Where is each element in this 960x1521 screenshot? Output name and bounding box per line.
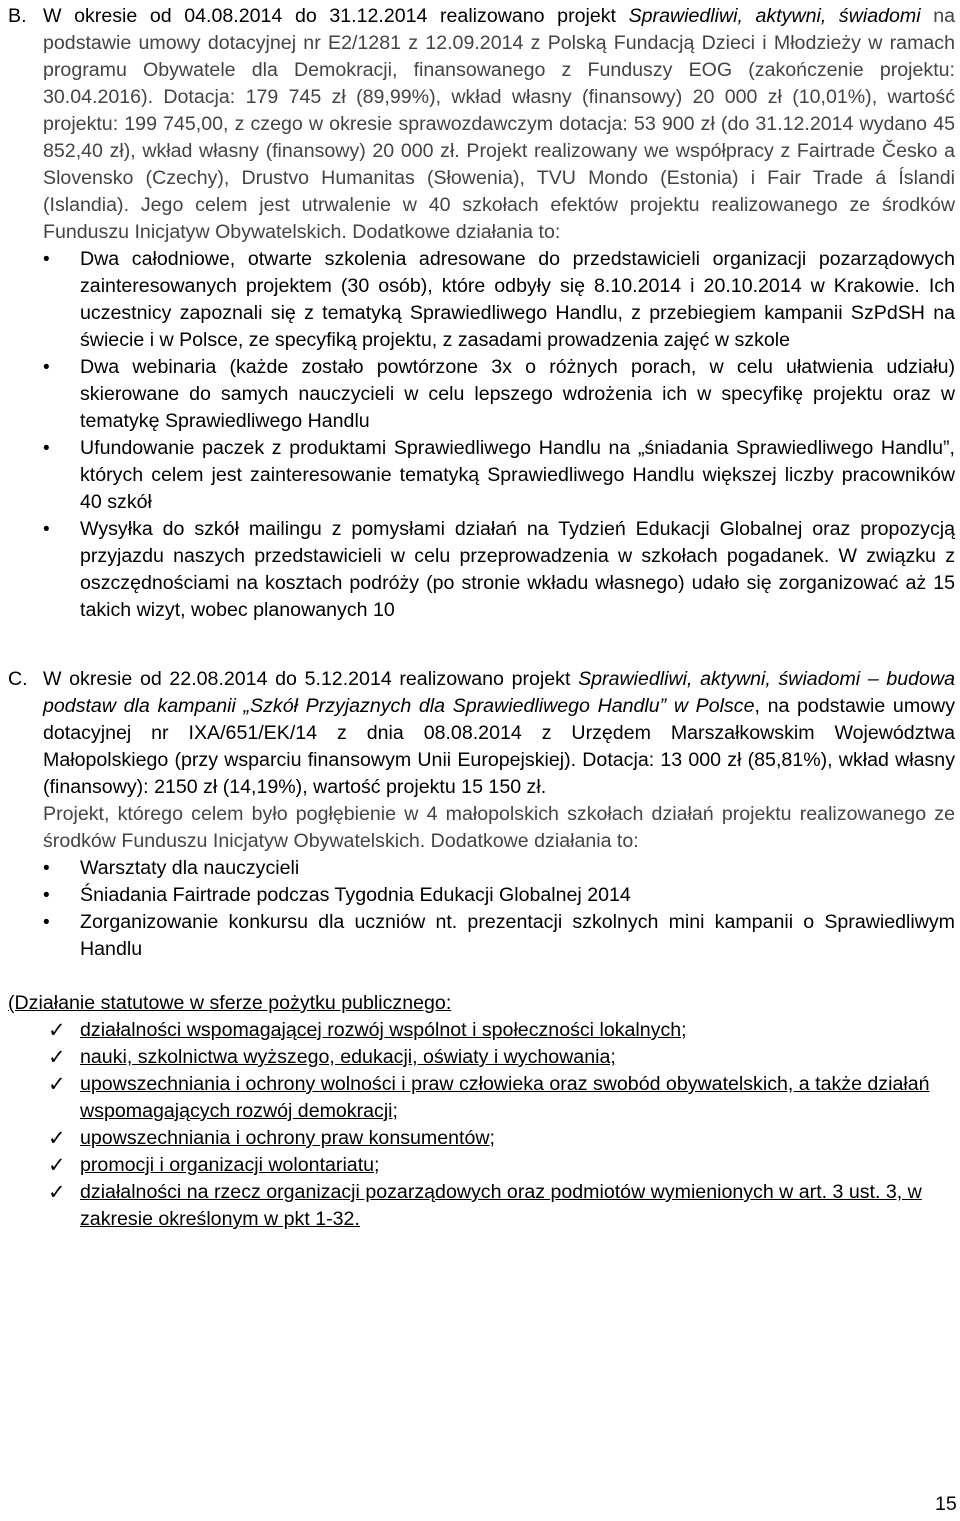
section-c-letter: C.	[8, 668, 28, 690]
page-number: 15	[935, 1493, 957, 1515]
section-b	[0, 3, 955, 624]
list-item: • Zorganizowanie konkursu dla uczniów nt. prezentacji szkolnych mini kampanii o Sprawiedliwym Handlu	[43, 909, 955, 963]
statutory-checklist	[0, 1017, 955, 1233]
checklist-item: ✓ nauki, szkolnictwa wyższego, edukacji, oświaty i wychowania;	[48, 1046, 616, 1069]
section-b-activities-list	[0, 246, 955, 624]
checklist-item: ✓ działalności na rzecz organizacji pozarządowych oraz podmiotów wymienionych w art. 3 ust. 3, w zakresie określonym w pkt 1-32.	[48, 1181, 922, 1230]
statutory-heading: (Działanie statutowe w sferze pożytku publicznego:	[8, 992, 452, 1014]
list-item: • Dwa webinaria (każde zostało powtórzone 3x o różnych porach, w celu ułatwienia udziału) skierowane do samych nauczycieli w celu lepszego wdrożenia ich w specyfikę projektu oraz w tematykę Sprawiedliwego Handlu	[43, 354, 955, 435]
checklist-item: ✓ upowszechniania i ochrony praw konsumentów;	[48, 1127, 495, 1150]
list-item: • Wysyłka do szkół mailingu z pomysłami działań na Tydzień Edukacji Globalnej oraz propozycją przyjazdu naszych przedstawicieli w celu przeprowadzenia w szkołach pogadanek. W związku z oszczędnościami na kosztach podróży (po stronie wkładu własnego) udało się zorganizować aż 15 takich wizyt, wobec planowanych 10	[43, 516, 955, 624]
section-c	[0, 666, 955, 963]
checkmark-icon: ✓	[48, 1127, 66, 1150]
section-b-details: na podstawie umowy dotacyjnej nr E2/1281 z 12.09.2014 z Polską Fundacją Dzieci i Młodzieży w ramach programu Obywatele dla Demokracji, finansowanego z Funduszy EOG (zakończenie projektu: 30.04.2016). Dotacja: 179 745 zł (89,99%), wkład własny (finansowy) 20 000 zł (10,01%), wartość projektu: 199 745,00, z czego w okresie sprawozdawczym dotacja: 53 900 zł (do 31.12.2014 wydano 45 852,40 zł), wkład własny (finansowy) 20 000 zł. Projekt realizowany we współpracy z Fairtrade Česko a Slovensko (Czechy), Drustvo Humanitas (Słowenia), TVU Mondo (Estonia) i Fair Trade á Íslandi (Islandia). Jego celem jest utrwalenie w 40 szkołach efektów projektu realizowanego ze środków Funduszu Inicjatyw Obywatelskich. Dodatkowe działania to:	[43, 5, 955, 243]
section-b-paragraph	[43, 3, 955, 246]
list-item: • Śniadania Fairtrade podczas Tygodnia Edukacji Globalnej 2014	[43, 882, 955, 909]
checkmark-icon: ✓	[48, 1046, 66, 1069]
list-item: • Dwa całodniowe, otwarte szkolenia adresowane do przedstawicieli organizacji pozarządowych zainteresowanych projektem (30 osób), które odbyły się 8.10.2014 i 20.10.2014 w Krakowie. Ich uczestnicy zapoznali się z tematyką Sprawiedliwego Handlu, z przebiegiem kampanii SzPdSH na świecie i w Polsce, ze specyfiką projektu, z zasadami prowadzenia zajęć w szkole	[43, 246, 955, 354]
section-c-details: , na podstawie umowy dotacyjnej nr IXA/651/EK/14 z dnia 08.08.2014 z Urzędem Marszałkowskim Województwa Małopolskiego (przy wsparciu finansowym Unii Europejskiej). Dotacja: 13 000 zł (85,81%), wkład własny (finansowy): 2150 zł (14,19%), wartość projektu 15 150 zł.	[43, 695, 955, 798]
list-item: • Ufundowanie paczek z produktami Sprawiedliwego Handlu na „śniadania Sprawiedliwego Handlu”, których celem jest zainteresowanie tematyką Sprawiedliwego Handlu większej liczby pracowników 40 szkół	[43, 435, 955, 516]
checklist-item: ✓ upowszechniania i ochrony wolności i praw człowieka oraz swobód obywatelskich, a także działań wspomagających rozwój demokracji;	[48, 1073, 930, 1122]
statutory-activities	[0, 990, 955, 1233]
section-c-paragraph	[43, 666, 955, 801]
section-b-intro: W okresie od 04.08.2014 do 31.12.2014 realizowano projekt	[43, 5, 629, 27]
section-b-project-title: Sprawiedliwi, aktywni, świadomi	[628, 5, 921, 27]
section-c-project-title: Sprawiedliwi, aktywni, świadomi – budowa podstaw dla kampanii „Szkół Przyjaznych dla Sprawiedliwego Handlu” w Polsce	[43, 668, 956, 717]
checkmark-icon: ✓	[48, 1181, 66, 1204]
checklist-item: ✓ działalności wspomagającej rozwój wspólnot i społeczności lokalnych;	[48, 1019, 687, 1042]
section-c-activities-list	[0, 855, 955, 963]
section-c-intro: W okresie od 22.08.2014 do 5.12.2014 realizowano projekt	[43, 668, 579, 690]
section-b-letter: B.	[8, 5, 27, 27]
list-item: • Warsztaty dla nauczycieli	[43, 855, 955, 882]
checkmark-icon: ✓	[48, 1019, 66, 1042]
checklist-item: ✓ promocji i organizacji wolontariatu;	[48, 1154, 380, 1177]
section-c-goal-paragraph: Projekt, którego celem było pogłębienie w 4 małopolskich szkołach działań projektu realizowanego ze środków Funduszu Inicjatyw Obywatelskich. Dodatkowe działania to:	[43, 803, 955, 852]
checkmark-icon: ✓	[48, 1073, 66, 1096]
checkmark-icon: ✓	[48, 1154, 66, 1177]
